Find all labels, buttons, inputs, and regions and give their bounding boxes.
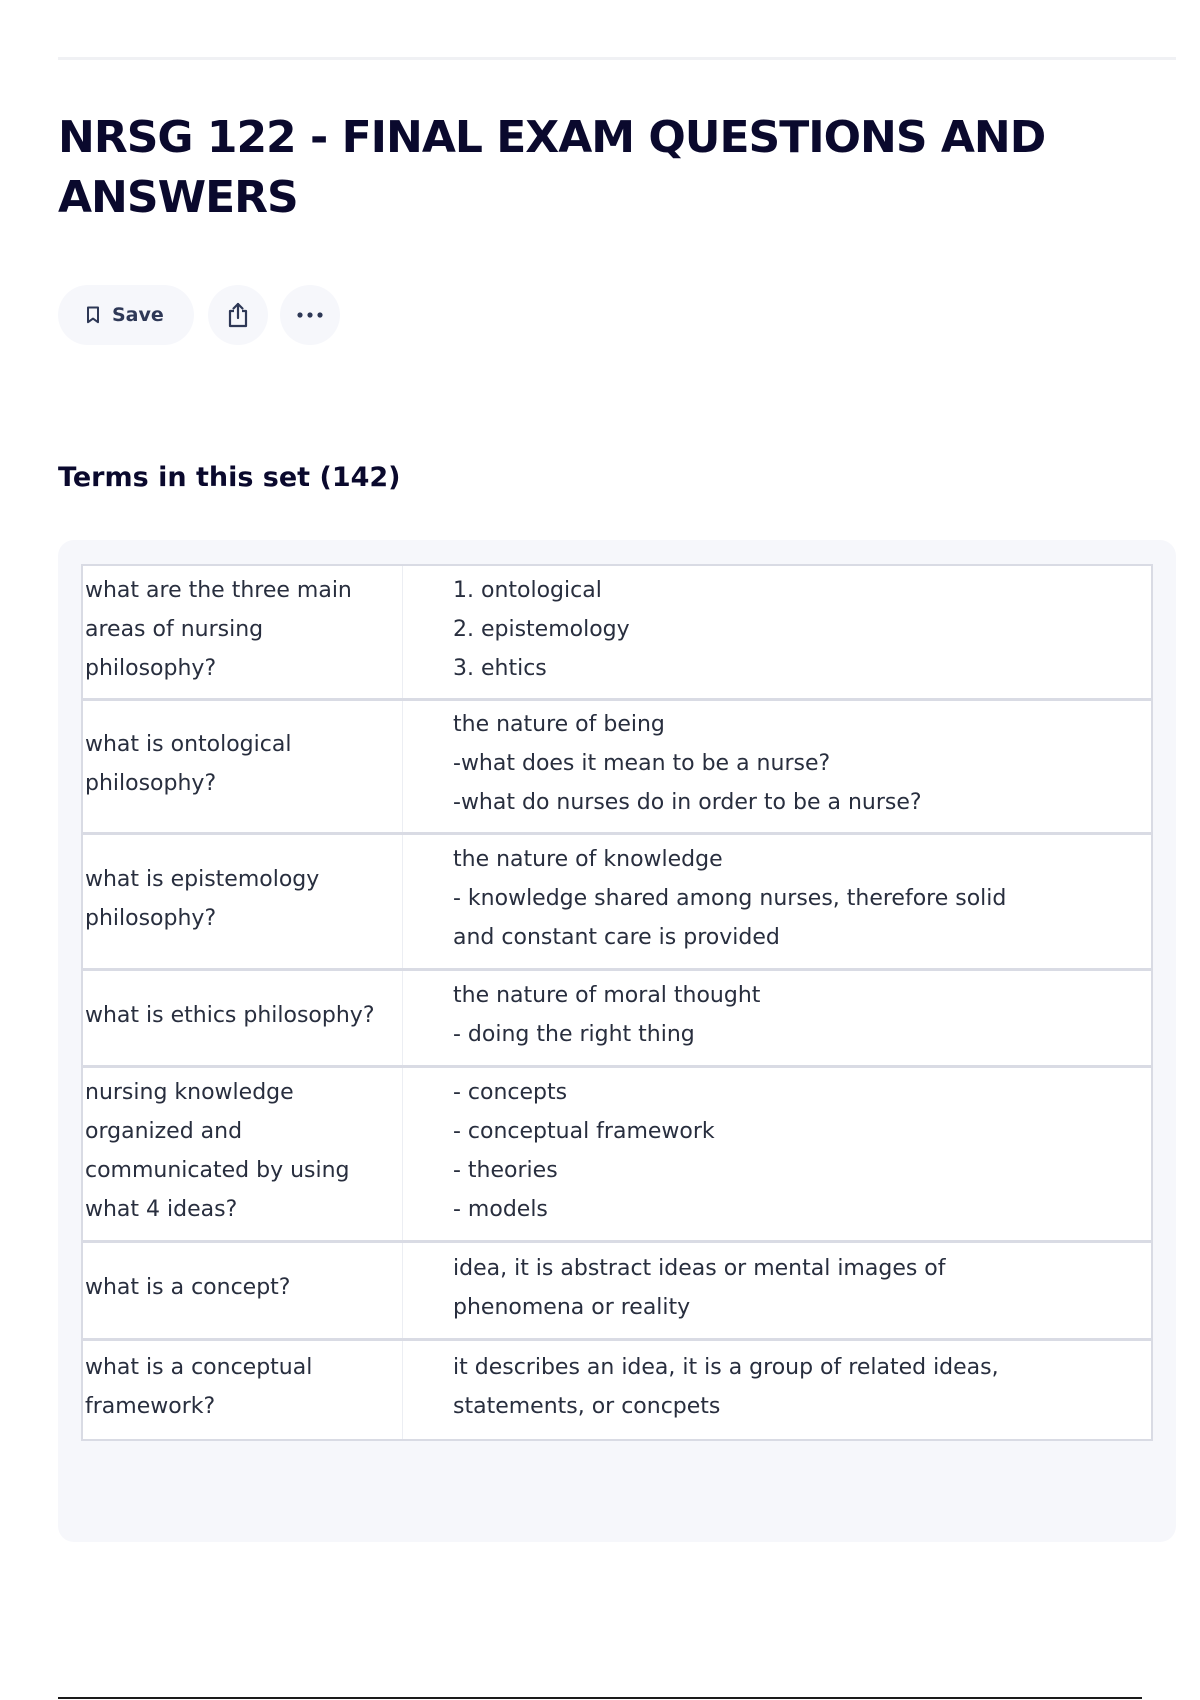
definition-text: idea, it is abstract ideas or mental images of phenomena or reality — [453, 1255, 946, 1320]
save-button-label: Save — [112, 304, 164, 326]
action-bar — [58, 285, 340, 345]
term-text: what are the three main areas of nursing philosophy? — [83, 566, 403, 698]
share-icon — [225, 301, 251, 329]
term-row — [83, 1243, 1151, 1341]
definition-text: the nature of moral thought - doing the right thing — [453, 983, 761, 1047]
terms-table — [81, 564, 1153, 1441]
definition-text: it describes an idea, it is a group of related ideas, statements, or concpets — [453, 1355, 999, 1419]
save-button[interactable] — [58, 285, 194, 345]
bookmark-icon — [86, 306, 100, 324]
definition-text: the nature of being -what does it mean to be a nurse? -what do nurses do in order to be a nurse? — [453, 712, 922, 815]
share-button[interactable] — [208, 285, 268, 345]
terms-heading: Terms in this set (142) — [58, 462, 401, 493]
definition-text: - concepts - conceptual framework - theories - models — [453, 1080, 715, 1222]
bottom-divider — [58, 1697, 1142, 1699]
term-row — [83, 566, 1151, 701]
term-row — [83, 701, 1151, 835]
page-title: NRSG 122 - FINAL EXAM QUESTIONS AND ANSWERS — [58, 112, 1046, 223]
term-text: what is epistemology philosophy? — [83, 835, 403, 968]
more-options-button[interactable] — [280, 285, 340, 345]
term-row — [83, 971, 1151, 1068]
term-text: what is a conceptual framework? — [83, 1341, 403, 1439]
term-text: what is ontological philosophy? — [83, 701, 403, 832]
term-row — [83, 1341, 1151, 1439]
term-row — [83, 1068, 1151, 1243]
term-row — [83, 835, 1151, 971]
term-text: what is a concept? — [83, 1243, 403, 1338]
term-text: nursing knowledge organized and communicated by using what 4 ideas? — [83, 1068, 403, 1240]
more-icon — [296, 311, 324, 319]
definition-text: 1. ontological 2. epistemology 3. ehtics — [453, 577, 630, 681]
top-divider — [58, 57, 1176, 60]
definition-text: the nature of knowledge - knowledge shared among nurses, therefore solid and constant care is provided — [453, 847, 1007, 950]
term-text: what is ethics philosophy? — [83, 971, 403, 1065]
